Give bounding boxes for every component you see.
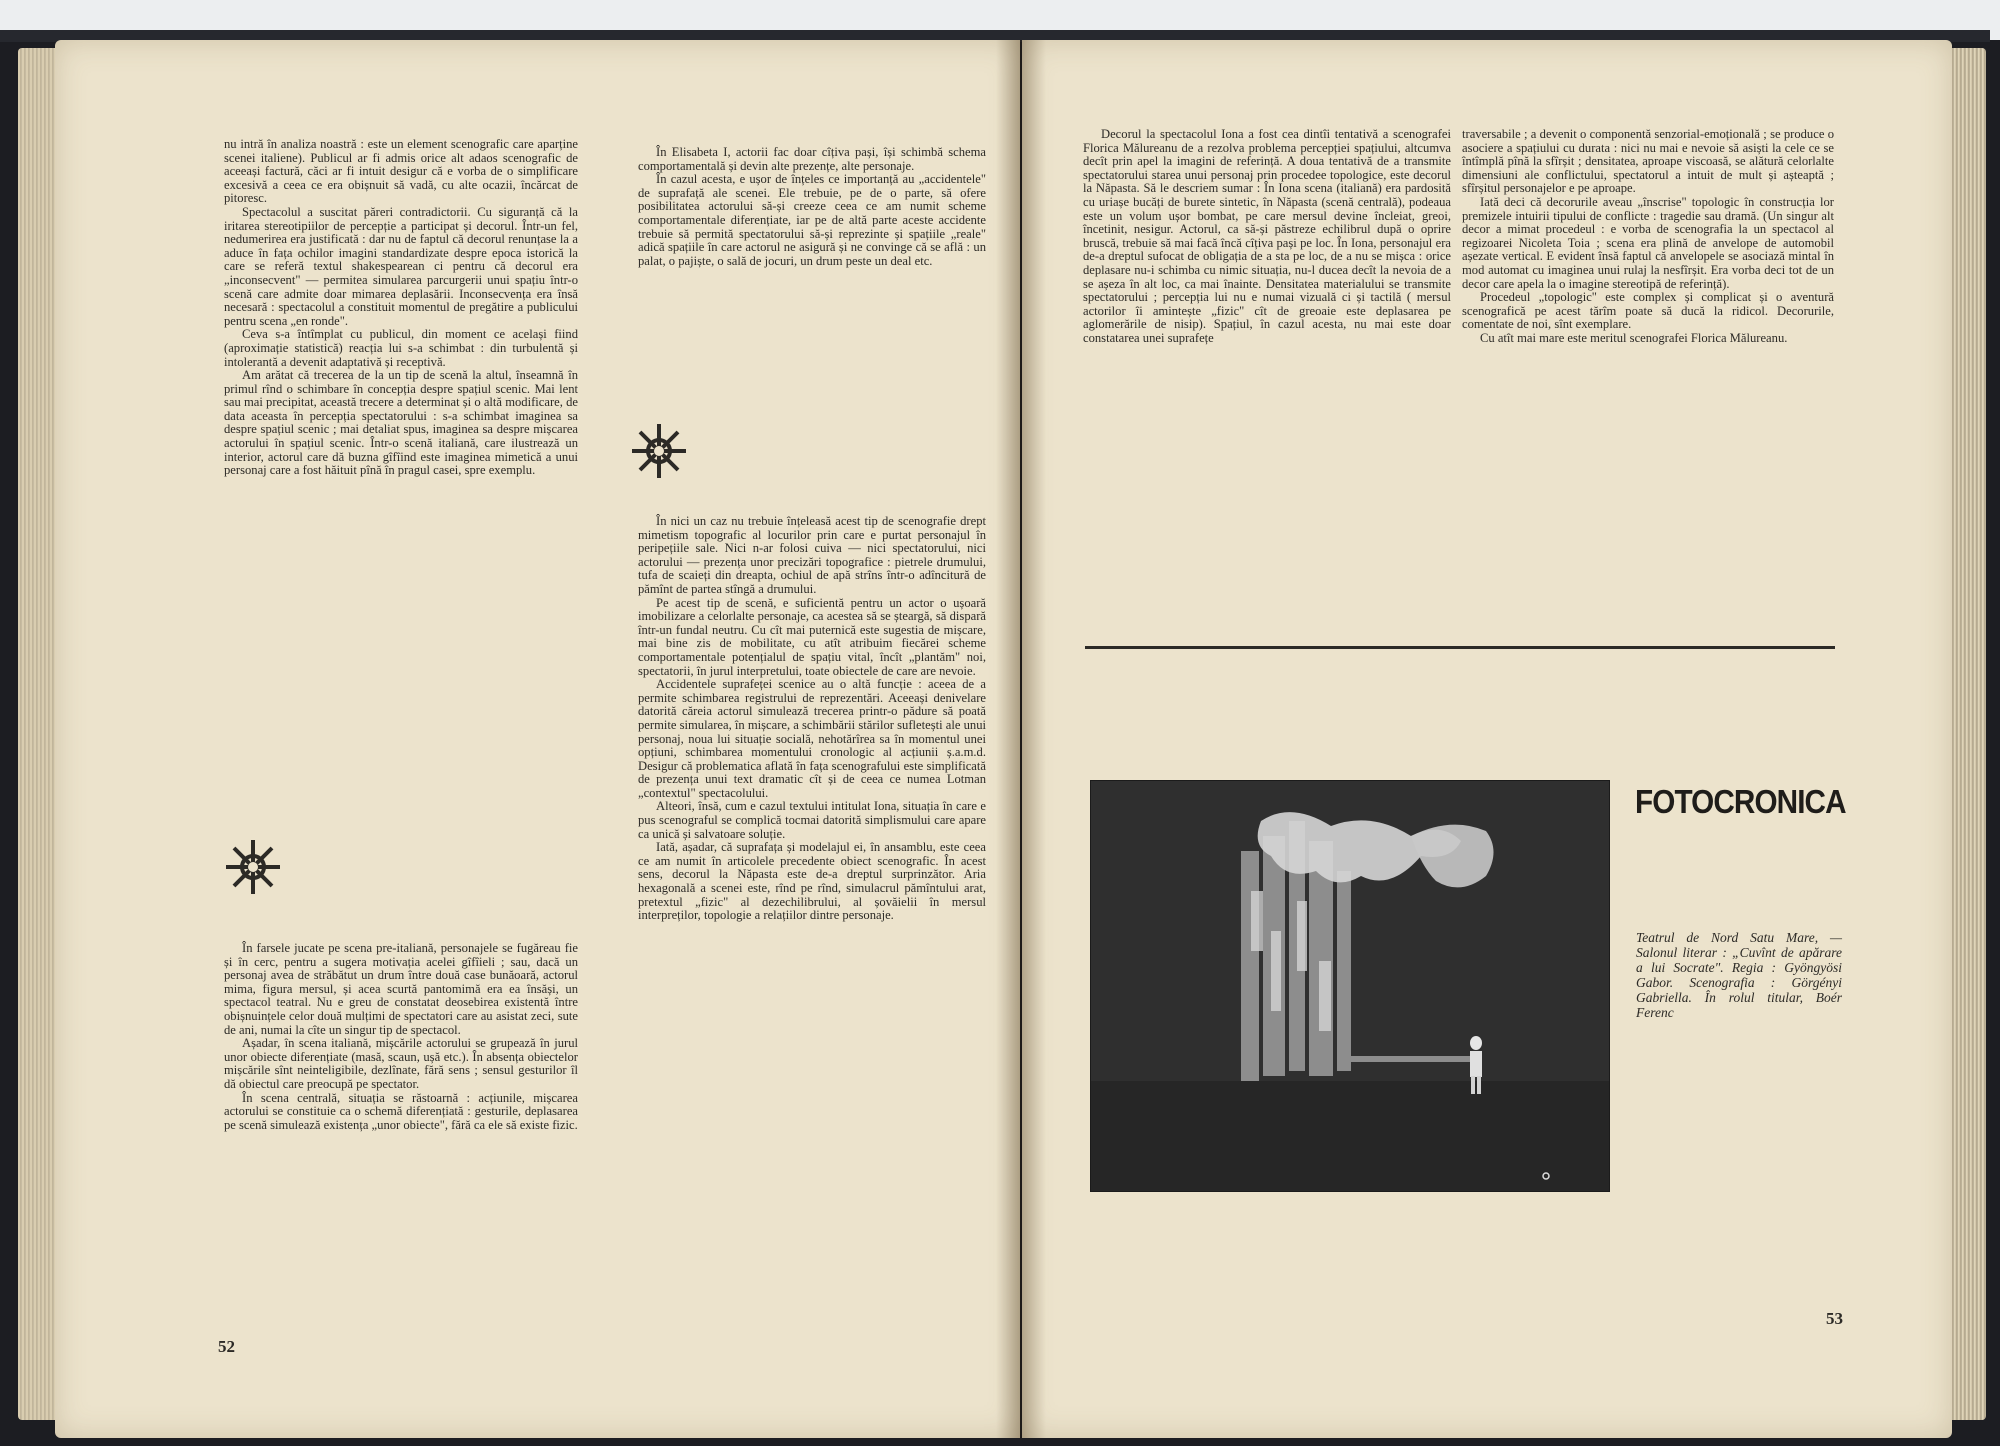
paragraph: traversabile ; a devenit o componentă senzorial-emoțională ; se produce o asociere a spațiului cu durata : nici nu mai e nevoie să asiști la cele ce se întîmplă pînă la sfîrșit ; densitatea, aproape viscoasă, se alătură celorlalte dimensiuni ale conflictului, spectatorul a intuit de mult și așteaptă ; sfîrșitul personajelor e pe aproape. xyxy=(1462,127,1834,196)
paragraph: Pe acest tip de scenă, e suficientă pentru un actor o ușoară imobilizare a celorlalte personaje, ca acestea să se șteargă, să dispară într-un fundal neutru. Cu cît mai puternică este sugestia de mișcare, mai bine zis de mobilitate, cu atît atribuim fiecărei scheme comportamentale potențialul de spațiu vital, încît „plantăm" noi, spectatorii, în jurul interpretului, toate obiectele de care are nevoie. xyxy=(638,595,986,678)
paragraph: nu intră în analiza noastră : este un element scenografic care aparține scenei italiene). Publicul ar fi admis orice alt adaos scenografic de aceeași factură, căci ar fi intuit desigur că e vorba de o simplificare excesivă a ceea ce era obișnuit să vadă, cu alte ocazii, încărcat de pitoresc. xyxy=(224,137,578,206)
paragraph: În nici un caz nu trebuie înțeleasă acest tip de scenografie drept mimetism topografic al locurilor prin care e purtat personajul în peripețiile sale. Nici n-ar folosi cuiva — nici spectatorului, nici actorului — prezența unor precizări topografice : pietrele drumului, tufa de scaieți din dreapta, ochiul de apă strîns într-o adîncitură de pămînt de partea stîngă a drumului. xyxy=(638,514,986,596)
section-divider xyxy=(1085,646,1835,649)
page-number-right: 53 xyxy=(1826,1309,1843,1328)
paragraph: Iată deci că decorurile aveau „înscrise" topologic în construcția lor premizele intuirii tipului de conflicte : tragedie sau dramă. (Un singur alt decor a mimat procedeul : e vorba de scenografia la un spectacol al regizoarei Nicoleta Toia ; scena era plină de anvelope de automobil așezate vertical. E evident însă faptul că anvelopele se asociază mintal în mod automat cu imaginea unui rulaj la nesfîrșit. Era vorba deci tot de un decor care apela la o imagine stereotipă de referință). xyxy=(1462,194,1834,291)
paragraph: În farsele jucate pe scena pre-italiană, personajele se fugăreau fie și în cerc, pentru a sugera motivația acelei gîfîieli ; sau, dacă un personaj avea de străbătut un drum între două case bunăoară, actorul mima, figura mersul, și acea scurtă pantomimă era ea însăși, un spectacol teatral. Nu e greu de constatat deosebirea existentă între obișnuințele celor două mulțimi de spectatori care au asistat zeci, sute de ani, numai la cîte un singur tip de spectacol. xyxy=(224,941,578,1037)
book-gutter xyxy=(996,40,1046,1438)
snowflake-ornament-icon xyxy=(628,420,690,482)
stage-photo-illustration xyxy=(1091,781,1609,1191)
stage-photo xyxy=(1090,780,1610,1192)
scan-top-edge xyxy=(0,0,2000,40)
left-column-1-top xyxy=(224,138,578,478)
right-column-1 xyxy=(1083,128,1451,346)
paragraph: Ceva s-a întîmplat cu publicul, din moment ce același fiind (aproximație statistică) reacția lui s-a schimbat : din turbulentă și intolerantă a devenit adaptativă și receptivă. xyxy=(224,327,578,369)
left-page-edges xyxy=(18,48,58,1420)
photo-caption: Teatrul de Nord Satu Mare, — Salonul literar : „Cuvînt de apărare a lui Socrate". Regia : Gyöngyösi Gabor. Scenografia : Görgényi Gabriella. În rolul titular, Boér Ferenc xyxy=(1636,930,1842,1020)
paragraph: Spectacolul a suscitat păreri contradictorii. Cu siguranță că la iritarea stereotipiilor de percepție a participat și decorul. Într-un fel, nedumerirea era justificată : dar nu de faptul că decorul renunțase la a aduce în fața ochilor imagini standardizate despre epoca istorică la care se referă textul shakespearean ci pentru că decorul era „inconsecvent" — permitea simularea parcurgerii unui spațiu într-o scenă care admite doar mimarea deplasării. Inconsecvența era însă necesară : spectacolul a constituit momentul de pregătire a publicului pentru scena „en ronde". xyxy=(224,204,578,328)
paragraph: Iată, așadar, că suprafața și modelajul ei, în ansamblu, este ceea ce am numit în articolele precedente obiect scenografic. În acest sens, decorul la Năpasta este de-a dreptul surprinzător. Aria hexagonală a scenei este, rînd pe rînd, simulacrul pămîntului arat, pretextul „fizic" al dezechilibrului, al șovăielii în mersul interpreților, topologie a relațiilor dintre personaje. xyxy=(638,840,986,923)
right-page-edges xyxy=(1950,48,1986,1420)
paragraph: Accidentele suprafeței scenice au o altă funcție : aceea de a permite schimbarea registrului de reprezentări. Aceeași denivelare datorită căreia actorul simulează trecerea printr-o pădure să poată permite simularea, în mișcare, a schimbării stărilor sufletești ale unui personaj, noua lui situație socială, nehotărîrea sa în momentul unei opțiuni, schimbarea momentului cronologic al acțiunii ș.a.m.d. Desigur că problematica aflată în fața scenografului este simplificată de prezența unui text dramatic cît și de ceea ce numea Lotman „contextul" spectacolului. xyxy=(638,677,986,800)
paragraph: Așadar, în scena italiană, mișcările actorului se grupează în jurul unor obiecte diferențiate (masă, scaun, ușă etc.). În absența obiectelor mișcările sînt neinteligibile, dezlînate, fără sens ; sensul gesturilor îl dă obiectul care preocupă pe spectator. xyxy=(224,1036,578,1091)
paragraph: Cu atît mai mare este meritul scenografei Florica Mălureanu. xyxy=(1480,330,1788,345)
snowflake-ornament-icon xyxy=(222,836,284,898)
paragraph: În scena centrală, situația se răstoarnă : acțiunile, mișcarea actorului se constituie ca o schemă diferențiată : gesturile, deplasarea pe scenă simulează existența „unor obiecte", fără ca ele să existe fizic. xyxy=(224,1090,578,1132)
paragraph: În cazul acesta, e ușor de înțeles ce importanță au „accidentele" de suprafață ale scenei. Ele trebuie, pe de o parte, să ofere posibilitatea actorului să-și creeze ceea ce am numit scheme comportamentale diferențiate, iar pe de altă parte aceste accidente trebuie să permită spectatorului să-și reprezinte și spațiile „reale" adică spațiile în care actorul ne asigură și ne convinge că se află : un palat, o pajiște, o sală de jocuri, un drum peste un deal etc. xyxy=(638,172,986,268)
left-column-1-bottom xyxy=(224,942,578,1132)
paragraph: În Elisabeta I, actorii fac doar cîțiva pași, își schimbă schema comportamentală și devin alte prezențe, alte personaje. xyxy=(638,145,986,173)
section-title: FOTOCRONICA xyxy=(1635,783,1846,820)
right-column-2 xyxy=(1462,128,1834,346)
paragraph: Am arătat că trecerea de la un tip de scenă la altul, înseamnă în primul rînd o schimbare în concepția despre spațiul scenic. Mai lent sau mai precipitat, această trecere a determinat și o altă modificare, de data aceasta în percepția spectatorului : s-a schimbat imaginea sa despre spațiul scenic ; mai detaliat spus, imaginea sa despre mișcarea actorului în spațiul scenic. Într-o scenă italiană, care ilustrează un interior, actorul care dă buzna gîfîind este imaginea mimetică a unui personaj care a fost hăituit pînă în pragul casei, spre exemplu. xyxy=(224,368,578,478)
paragraph: Procedeul „topologic" este complex și complicat și o aventură scenografică pe acest tărîm poate să ducă la ridicol. Decorurile, comentate de noi, sînt exemplare. xyxy=(1462,290,1834,332)
page-number-left: 52 xyxy=(218,1337,235,1356)
paragraph: Decorul la spectacolul Iona a fost cea dintîi tentativă a scenografei Florica Mălureanu de a rezolva problema percepției spațiului, altcumva decît prin apel la imagini de referință. A doua tentativă de a transmite spectatorului starea unui personaj prin procedee topologice, este decorul la Năpasta. Să le descriem sumar : În Iona scena (italiană) era pardosită cu uriașe bucăți de burete sintetic, în Năpasta (scenă centrală), podeaua este un volum ușor bombat, pe care mersul devine încleiat, greoi, încetinit, nesigur. Actorul, ca să-și păstreze echilibrul după o oprire bruscă, trebuie să mai facă încă cîțiva pași pe loc. În Iona, personajul era de-a dreptul sufocat de obligația de a sta pe loc, de a nu se mișca : orice deplasare nu-i schimba cu nimic situația, nu-l ducea decît la nevoia de a se așeza în alt loc, ca mai înainte. Densitatea materialului se transmite spectatorului ; percepția lui nu e numai vizuală ci și tactilă ( mersul actorilor îi amintește „fizic" cît de greoaie este deplasarea pe aglomerările de nisip). Spațiul, în cazul acesta, nu mai este doar constatarea unei suprafețe xyxy=(1083,127,1451,345)
paragraph: Alteori, însă, cum e cazul textului intitulat Iona, situația în care e pus scenograful se complică tocmai datorită simplismului care apare ca unică și salvatoare soluție. xyxy=(638,799,986,841)
left-column-2-top xyxy=(638,146,986,268)
left-column-2-bottom xyxy=(638,515,986,923)
